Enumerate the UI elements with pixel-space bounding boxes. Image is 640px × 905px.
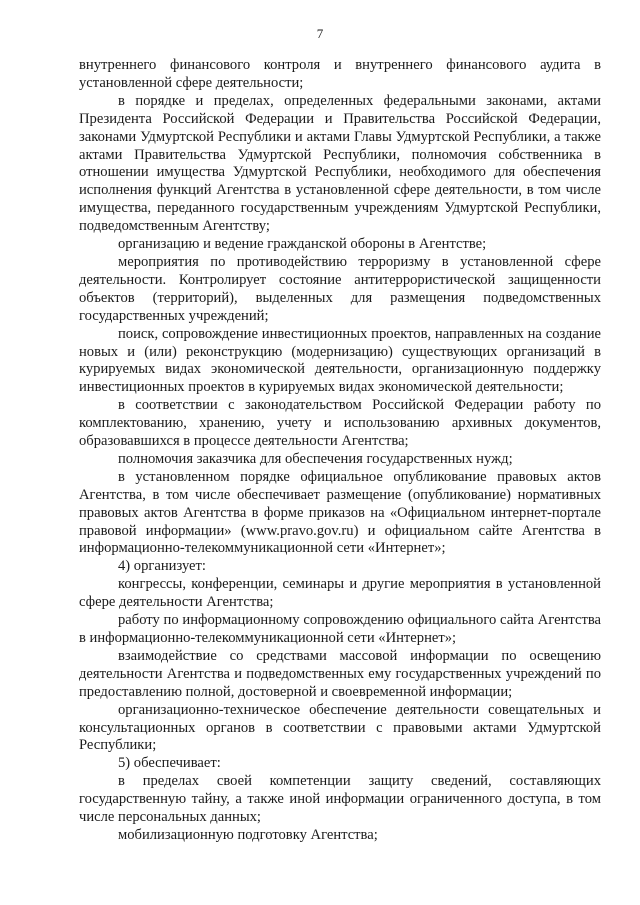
paragraph: организационно-техническое обеспечение деятельности совещательных и консультационных органов в соответствии с правовыми актами Удмуртской Республики; — [79, 701, 601, 754]
page-number: 7 — [316, 26, 324, 41]
paragraph: в пределах своей компетенции защиту сведений, составляющих государственную тайну, а также иной информации ограниченного доступа, в том числе персональных данных; — [79, 773, 601, 826]
paragraph: мероприятия по противодействию терроризму в установленной сфере деятельности. Контролирует состояние антитеррористической защищенности объектов (территорий), выделенных для размещения подведомственных государственных учреждений; — [79, 253, 601, 324]
section-heading-organizes: 4) организует: — [118, 558, 206, 575]
paragraph: взаимодействие со средствами массовой информации по освещению деятельности Агентства и подведомственных ему государственных учреждений по предоставлению полной, достоверной и своевременной информации; — [79, 647, 601, 700]
paragraph: в установленном порядке официальное опубликование правовых актов Агентства, в том числе обеспечивает размещение (опубликование) нормативных правовых актов Агентства в форме приказов на «Официальном интернет-портале правовой информации» (www.pravo.gov.ru) и официальном сайте Агентства в информационно-телекоммуникационной сети «Интернет»; — [79, 468, 601, 557]
paragraph: в соответствии с законодательством Российской Федерации работу по комплектованию, хранению, учету и использованию архивных документов, образовавшихся в процессе деятельности Агентства; — [79, 397, 601, 450]
document-body — [79, 57, 601, 845]
paragraph: организацию и ведение гражданской обороны в Агентстве; — [118, 236, 487, 253]
paragraph: поиск, сопровождение инвестиционных проектов, направленных на создание новых и (или) реконструкцию (модернизацию) существующих организаций в курируемых видах экономической деятельности, организационную поддержку инвестиционных проектов в курируемых видах экономической деятельности; — [79, 325, 601, 396]
paragraph: мобилизационную подготовку Агентства; — [118, 826, 378, 843]
paragraph: полномочия заказчика для обеспечения государственных нужд; — [118, 450, 513, 467]
paragraph: в порядке и пределах, определенных федеральными законами, актами Президента Российской Федерации и Правительства Российской Федерации, законами Удмуртской Республики и актами Главы Удмуртской Республики, а также актами Правительства Удмуртской Республики, полномочия собственника в отношении имущества Удмуртской Республики, необходимого для обеспечения исполнения функций Агентства в установленной сфере деятельности, в том числе имущества, переданного государственным учреждениям Удмуртской Республики, подведомственным Агентству; — [79, 92, 601, 235]
paragraph: конгрессы, конференции, семинары и другие мероприятия в установленной сфере деятельности Агентства; — [79, 576, 601, 611]
section-heading-provides: 5) обеспечивает: — [118, 755, 221, 772]
paragraph: внутреннего финансового контроля и внутреннего финансового аудита в установленной сфере деятельности; — [79, 57, 601, 91]
paragraph: работу по информационному сопровождению официального сайта Агентства в информационно-телекоммуникационной сети «Интернет»; — [79, 612, 601, 646]
